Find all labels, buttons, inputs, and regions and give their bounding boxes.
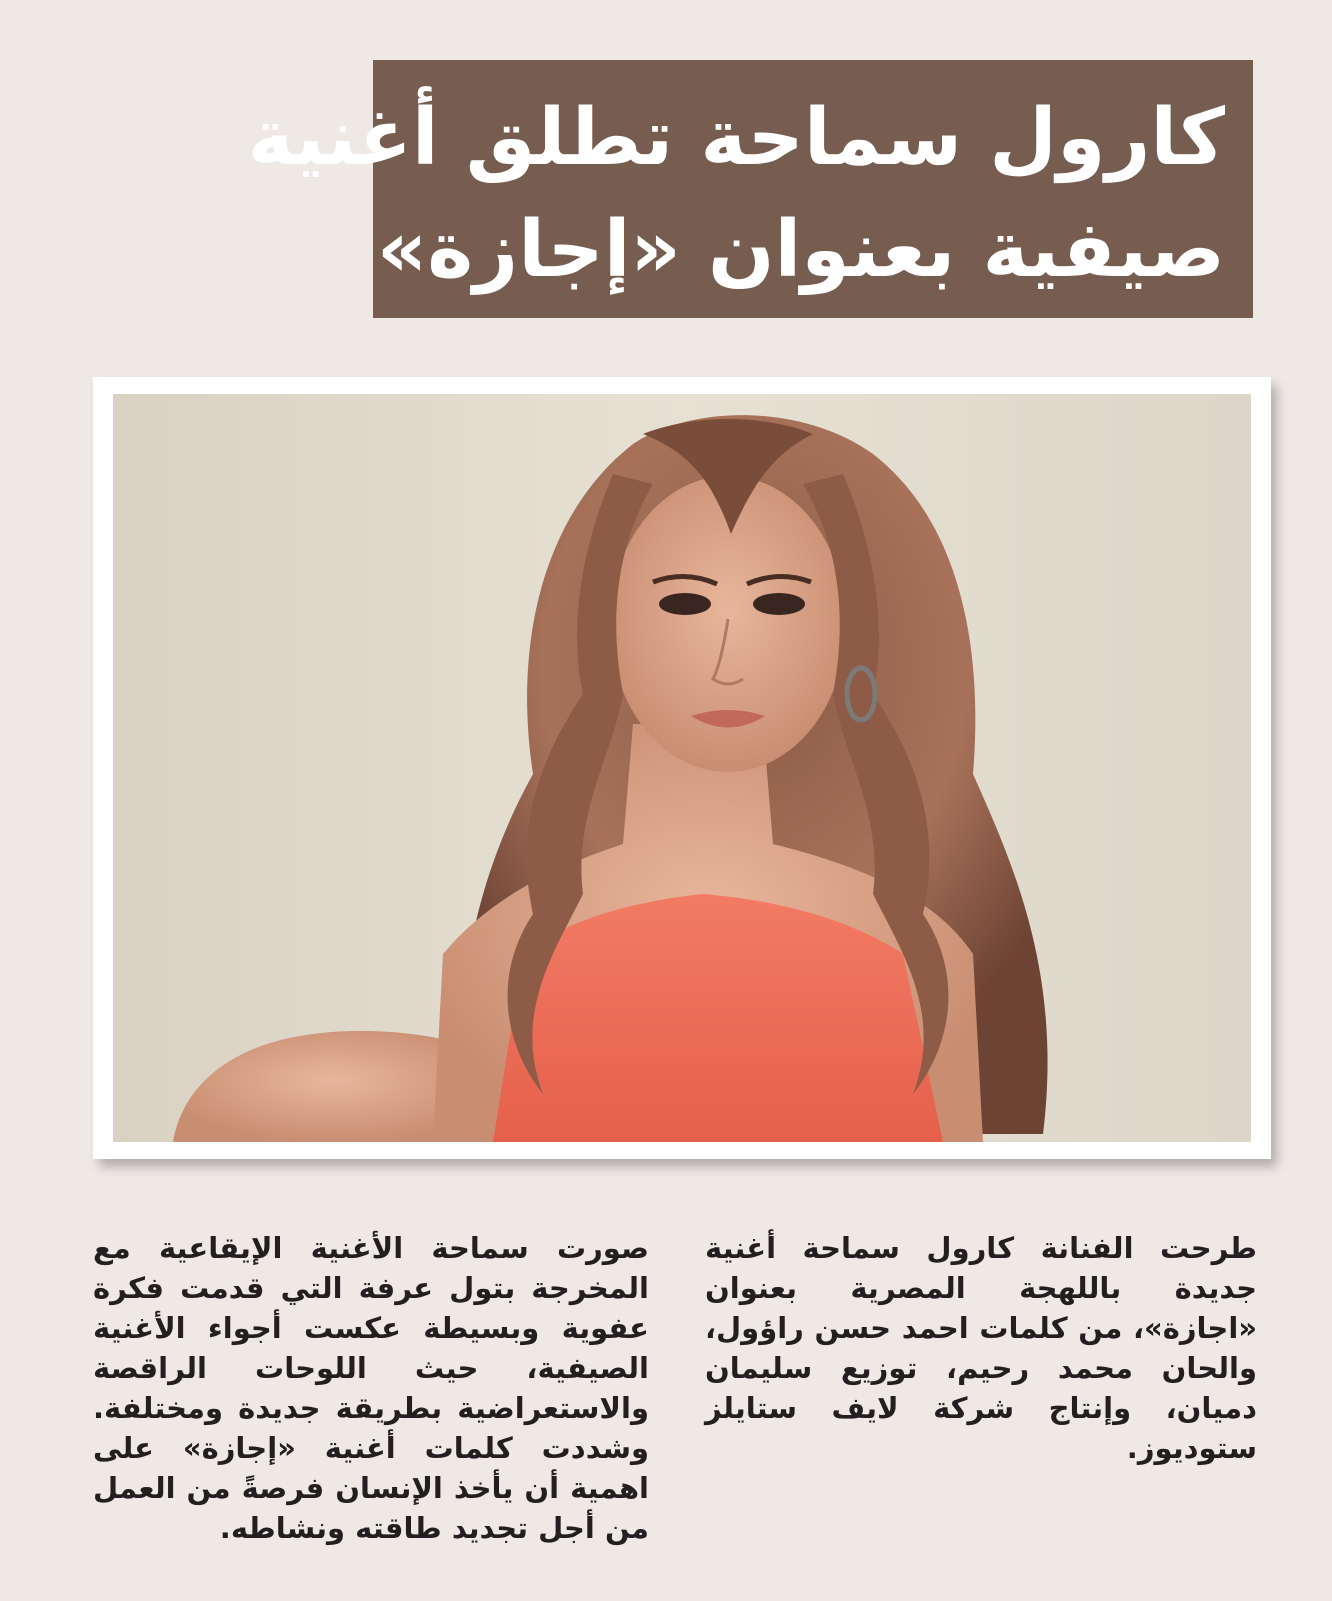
article-column-left bbox=[93, 1228, 649, 1548]
photo-frame bbox=[93, 377, 1271, 1159]
right-eye bbox=[753, 593, 805, 615]
headline-box bbox=[247, 60, 1253, 318]
left-eye bbox=[659, 593, 711, 615]
headline-line-2: صيفية بعنوان «إجازة» bbox=[376, 205, 1225, 295]
headline-line-1: كارول سماحة تطلق أغنية bbox=[247, 93, 1225, 183]
article-paragraph-1: طرحت الفنانة كارول سماحة أغنية جديدة باللهجة المصرية بعنوان «اجازة»، من كلمات احمد حسن راؤول، والحان محمد رحيم، توزيع سليمان دميان، وإنتاج شركة لايف ستايلز ستوديوز. bbox=[705, 1231, 1257, 1465]
article-column-right bbox=[705, 1228, 1257, 1468]
newspaper-page bbox=[15, 0, 1315, 1601]
singer-photo bbox=[113, 394, 1251, 1142]
portrait-illustration bbox=[113, 394, 1251, 1142]
article-paragraph-2: صورت سماحة الأغنية الإيقاعية مع المخرجة بتول عرفة التي قدمت فكرة عفوية وبسيطة عكست أجواء الأغنية الصيفية، حيث اللوحات الراقصة والاستعراضية بطريقة جديدة ومختلفة. وشددت كلمات أغنية «إجازة» على اهمية أن يأخذ الإنسان فرصةً من العمل من أجل تجديد طاقته ونشاطه. bbox=[93, 1231, 649, 1545]
